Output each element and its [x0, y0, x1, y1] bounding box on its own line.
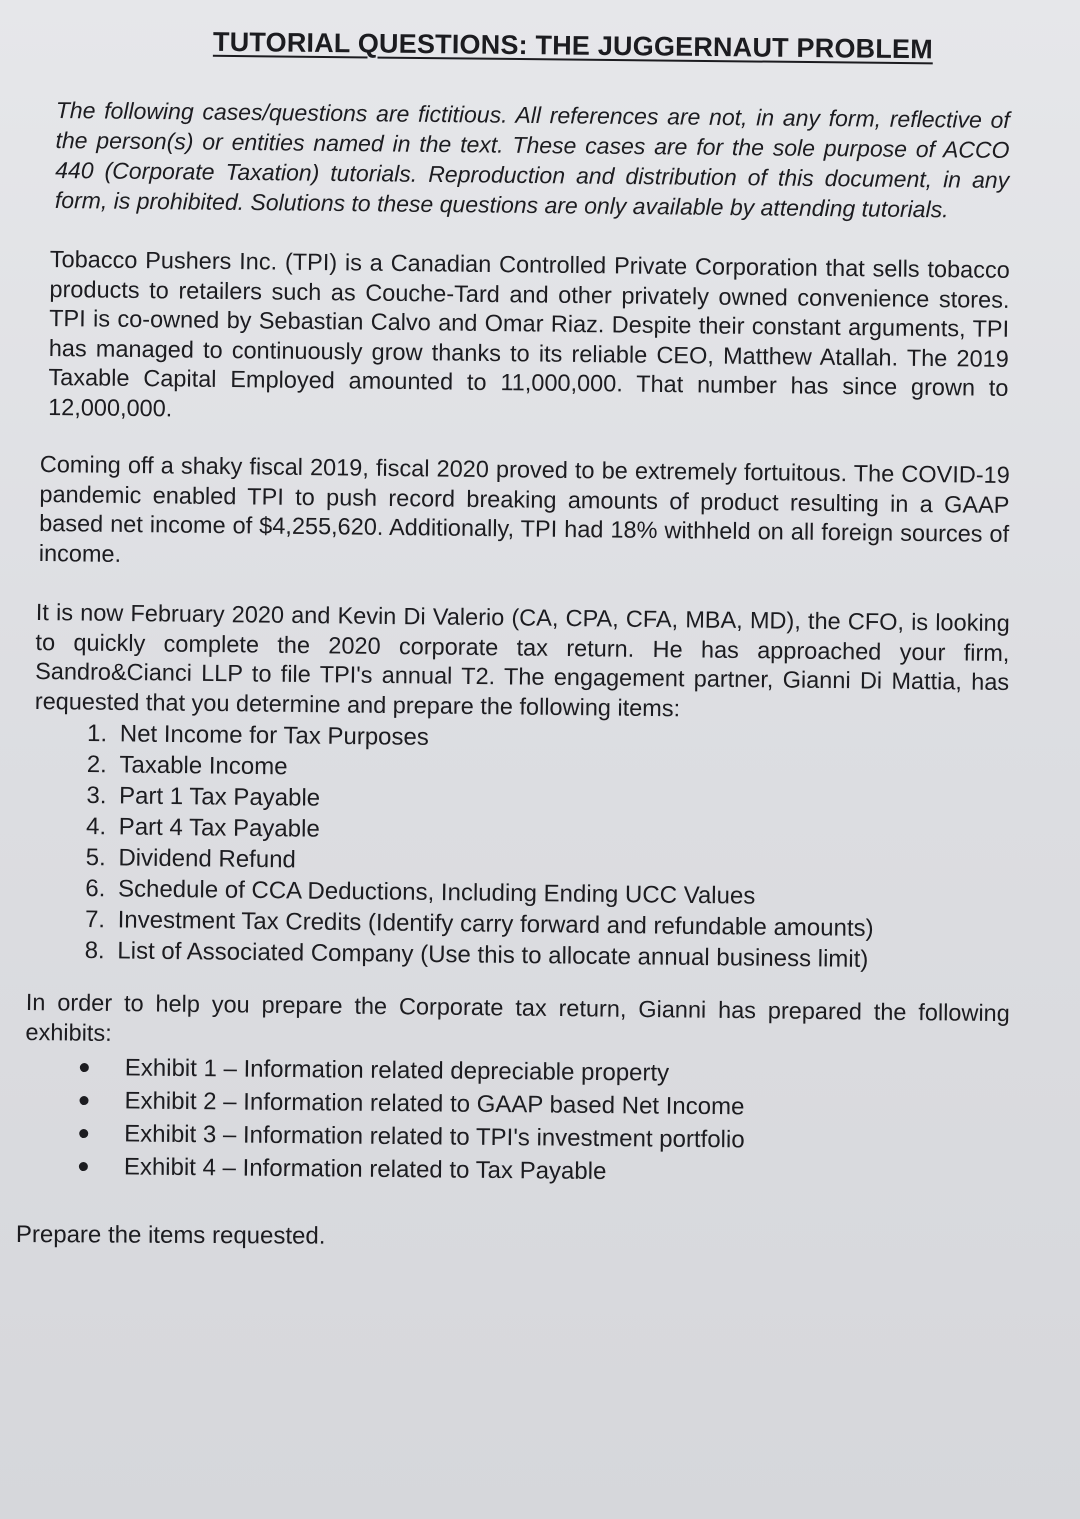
list-item: 5. Dividend Refund	[112, 842, 1008, 883]
disclaimer-paragraph: The following cases/questions are fictitious. All references are not, in any form, reflective of the person(s) or entities named in the text. These cases are for the sole purpose of ACCO 440 (Corporate Taxation) tutorials. Reproduction and distribution of this document, in any form, is prohibited. Solutions to these questions are only available by attending tutorials.	[54, 96, 1010, 223]
exhibit-text: Exhibit 4 – Information related to Tax Payable	[123, 1153, 607, 1186]
list-item: 4. Part 4 Tax Payable	[113, 811, 1009, 852]
exhibit-text: Exhibit 2 – Information related to GAAP based Net Income	[124, 1087, 745, 1121]
list-item: 2. Taxable Income	[113, 749, 1009, 790]
company-background-paragraph: Tobacco Pushers Inc. (TPI) is a Canadian Controlled Private Corporation that sells tobacco products to retailers such as Couche-Tard and other privately owned convenience stores. TPI is co-owned by Sebastian Calvo and Omar Riaz. Despite their constant arguments, TPI has managed to continuously grow thanks to its reliable CEO, Matthew Atallah. The 2019 Taxable Capital Employed amounted to 11,000,000. That number has since grown to 12,000,000.	[48, 245, 1010, 421]
bullet-icon	[79, 1162, 88, 1171]
engagement-paragraph: It is now February 2020 and Kevin Di Valerio (CA, CPA, CFA, MBA, MD), the CFO, is looking to quickly complete the 2020 corporate tax return. He has approached your firm, Sandro&Cianci LLP to file TPI's annual T2. The engagement partner, Gianni Di Mattia, has requested that you determine and prepare the following items:	[34, 598, 1010, 721]
list-item: 6. Schedule of CCA Deductions, Including Ending UCC Values	[112, 873, 1008, 914]
exhibits-list	[79, 1051, 1010, 1192]
exhibit-text: Exhibit 1 – Information related depreciable property	[124, 1054, 670, 1087]
list-item: 1. Net Income for Tax Purposes	[114, 718, 1010, 759]
fiscal-2020-paragraph: Coming off a shaky fiscal 2019, fiscal 2020 proved to be extremely fortuitous. The COVID-19 pandemic enabled TPI to push record breaking amounts of product resulting in a GAAP based net income of $4,255,620. Additionally, TPI had 18% withheld on all foreign sources of income.	[38, 450, 1010, 567]
exhibit-text: Exhibit 3 – Information related to TPI's investment portfolio	[124, 1120, 745, 1154]
list-item: 8. List of Associated Company (Use this to allocate annual business limit)	[111, 935, 1007, 976]
closing-instruction: Prepare the items requested.	[15, 1221, 326, 1250]
bullet-icon	[80, 1063, 89, 1072]
bullet-icon	[79, 1129, 88, 1138]
list-item: 7. Investment Tax Credits (Identify carry forward and refundable amounts)	[112, 904, 1008, 945]
list-item: 3. Part 1 Tax Payable	[113, 780, 1009, 821]
bullet-icon	[79, 1096, 88, 1105]
document-title: TUTORIAL QUESTIONS: THE JUGGERNAUT PROBLEM	[212, 26, 934, 65]
requested-items-list	[79, 718, 1010, 977]
exhibits-intro-paragraph: In order to help you prepare the Corporate tax return, Gianni has prepared the following exhibits:	[25, 988, 1010, 1046]
